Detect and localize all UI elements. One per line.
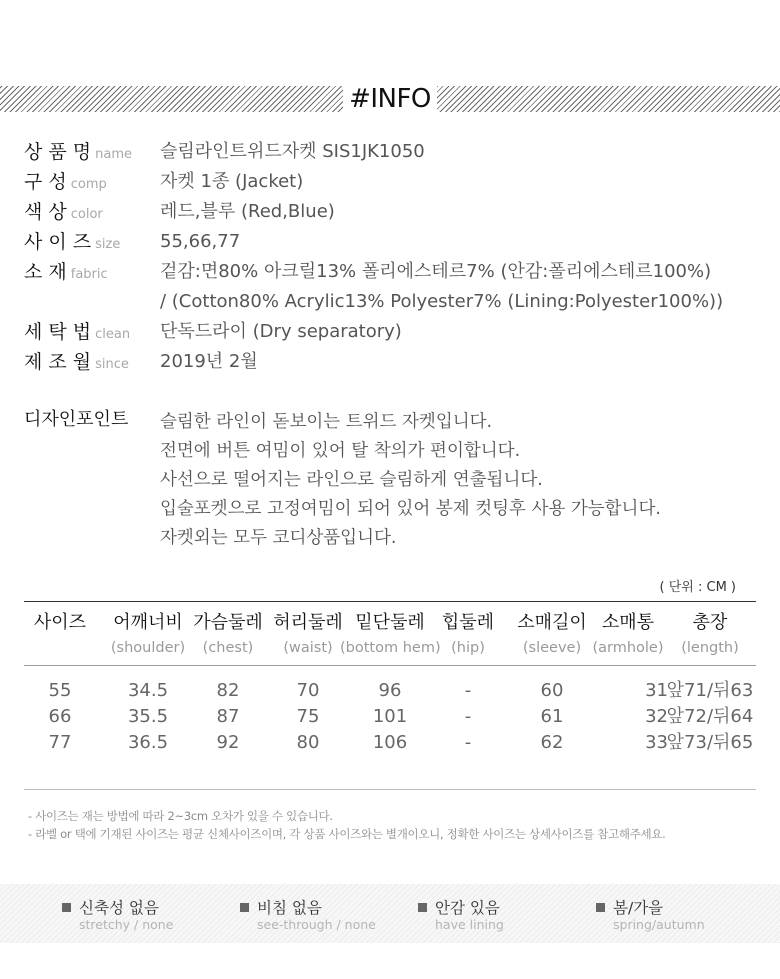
info-label: [24, 230, 120, 257]
feature-band: [0, 884, 780, 943]
cell-bottom-hem: 106: [372, 732, 408, 753]
feature-sublabel: have lining: [435, 917, 504, 932]
header-en: (waist): [283, 640, 333, 656]
square-bullet-icon: [62, 903, 71, 912]
header-bottom-hem: [340, 612, 440, 658]
info-label-en: name: [95, 147, 133, 162]
feature-label: 안감 있음: [435, 899, 500, 917]
section-title: [0, 84, 780, 114]
info-label-en: clean: [95, 327, 131, 342]
header-chest: [192, 612, 264, 658]
cell-length: 앞73/뒤65: [666, 732, 754, 753]
info-value: 레드,블루 (Red,Blue): [160, 201, 335, 222]
cell-sleeve: 62: [540, 732, 564, 753]
info-label: [24, 200, 103, 227]
info-label: [24, 140, 132, 167]
header-en: (chest): [202, 640, 254, 656]
cell-waist: 75: [296, 706, 320, 727]
table-row: [24, 704, 756, 730]
header-ko: 힙둘레: [441, 612, 495, 633]
feature-sublabel: stretchy / none: [79, 917, 174, 932]
info-label-en: since: [95, 357, 129, 372]
header-length: [672, 612, 748, 658]
cell-size: 66: [48, 706, 72, 727]
header-ko: 소매통: [601, 612, 655, 633]
feature-stretch: [62, 898, 173, 932]
info-label-en: color: [70, 207, 103, 222]
cell-armhole: 31: [645, 680, 668, 701]
feature-lining: [418, 898, 504, 932]
header-ko: 사이즈: [33, 612, 87, 633]
size-table: [24, 601, 756, 790]
info-value: 55,66,77: [160, 231, 241, 252]
info-label-ko: 세 탁 법: [24, 321, 92, 343]
header-en: (bottom hem): [340, 640, 441, 656]
cell-hip: -: [464, 732, 472, 753]
square-bullet-icon: [240, 903, 249, 912]
note-line: - 사이즈는 재는 방법에 따라 2~3cm 오차가 있을 수 있습니다.: [28, 809, 333, 823]
header-en: (hip): [451, 640, 485, 656]
cell-length: 앞71/뒤63: [666, 680, 754, 701]
header-ko: 어깨너비: [113, 612, 183, 633]
info-label-ko: 제 조 월: [24, 351, 92, 373]
design-line: 전면에 버튼 여밈이 있어 탈 착의가 편이합니다.: [160, 441, 521, 461]
info-label: [24, 350, 129, 377]
size-table-body: [24, 666, 756, 790]
feature-label: 봄/가을: [613, 899, 664, 917]
feature-sublabel: spring/autumn: [613, 917, 705, 932]
notes: [28, 807, 665, 843]
header-ko: 소매길이: [517, 612, 587, 633]
cell-bottom-hem: 96: [378, 680, 402, 701]
info-value: 단독드라이 (Dry separatory): [160, 321, 402, 342]
header-en: (length): [681, 640, 739, 656]
info-label-ko: 상 품 명: [24, 141, 92, 163]
header-hip: [438, 612, 498, 658]
info-label-ko: 색 상: [24, 201, 67, 223]
header-ko: 밑단둘레: [355, 612, 425, 633]
header-en: (sleeve): [522, 640, 582, 656]
design-line: 자켓외는 모두 코디상품입니다.: [160, 528, 397, 548]
design-line: 입술포켓으로 고정여밈이 되어 있어 봉제 컷팅후 사용 가능합니다.: [160, 499, 661, 519]
header-en: (armhole): [592, 640, 664, 656]
feature-season: [596, 898, 705, 932]
header-sleeve: [512, 612, 592, 658]
cell-armhole: 32: [645, 706, 668, 727]
cell-chest: 92: [216, 732, 240, 753]
design-line: 슬림한 라인이 돋보이는 트위드 자켓입니다.: [160, 412, 493, 432]
table-row: [24, 678, 756, 704]
info-value: 자켓 1종 (Jacket): [160, 171, 304, 192]
table-row: [24, 730, 756, 756]
square-bullet-icon: [596, 903, 605, 912]
info-label-en: comp: [70, 177, 107, 192]
header-size: [24, 612, 96, 634]
section-title-text: #INFO: [343, 84, 437, 114]
cell-size: 55: [48, 680, 72, 701]
info-value: 2019년 2월: [160, 351, 258, 372]
info-label-ko: 사 이 즈: [24, 231, 92, 253]
design-point-lines: [160, 408, 661, 553]
info-label: [24, 170, 107, 197]
design-point-label: 디자인포인트: [24, 409, 129, 430]
cell-hip: -: [464, 706, 472, 727]
info-value-line2: / (Cotton80% Acrylic13% Polyester7% (Lining:Polyester100%)): [160, 291, 724, 312]
cell-sleeve: 60: [540, 680, 564, 701]
cell-shoulder: 35.5: [127, 706, 169, 727]
info-value: 겉감:면80% 아크릴13% 폴리에스테르7% (안감:폴리에스테르100%): [160, 261, 712, 282]
design-line: 사선으로 떨어지는 라인으로 슬림하게 연출됩니다.: [160, 470, 543, 490]
feature-label: 신축성 없음: [79, 899, 159, 917]
cell-sleeve: 61: [540, 706, 564, 727]
header-waist: [268, 612, 348, 658]
unit-label: ( 단위 : CM ): [659, 580, 736, 595]
info-label-ko: 소 재: [24, 261, 67, 283]
cell-bottom-hem: 101: [372, 706, 408, 727]
info-label-en: size: [95, 237, 121, 252]
info-label: [24, 320, 130, 347]
cell-shoulder: 36.5: [127, 732, 169, 753]
header-armhole: [588, 612, 668, 658]
cell-chest: 87: [216, 706, 240, 727]
cell-size: 77: [48, 732, 72, 753]
info-value: 슬림라인트위드자켓 SIS1JK1050: [160, 141, 425, 162]
size-table-header: [24, 602, 756, 666]
cell-armhole: 33: [645, 732, 668, 753]
cell-waist: 80: [296, 732, 320, 753]
cell-hip: -: [464, 680, 472, 701]
header-ko: 가슴둘레: [193, 612, 263, 633]
info-label: [24, 260, 108, 287]
info-label-ko: 구 성: [24, 171, 67, 193]
square-bullet-icon: [418, 903, 427, 912]
cell-chest: 82: [216, 680, 240, 701]
note-line: - 라벨 or 택에 기재된 사이즈는 평균 신체사이즈이며, 각 상품 사이즈와는 별개이오니, 정확한 사이즈는 상세사이즈를 참고해주세요.: [28, 827, 666, 841]
feature-see-through: [240, 898, 376, 932]
header-shoulder: [104, 612, 192, 658]
header-en: (shoulder): [110, 640, 186, 656]
header-ko: 허리둘레: [273, 612, 343, 633]
feature-sublabel: see-through / none: [257, 917, 376, 932]
cell-shoulder: 34.5: [127, 680, 169, 701]
cell-length: 앞72/뒤64: [666, 706, 754, 727]
header-ko: 총장: [692, 612, 728, 633]
info-label-en: fabric: [70, 267, 108, 282]
cell-waist: 70: [296, 680, 320, 701]
feature-label: 비침 없음: [257, 899, 322, 917]
